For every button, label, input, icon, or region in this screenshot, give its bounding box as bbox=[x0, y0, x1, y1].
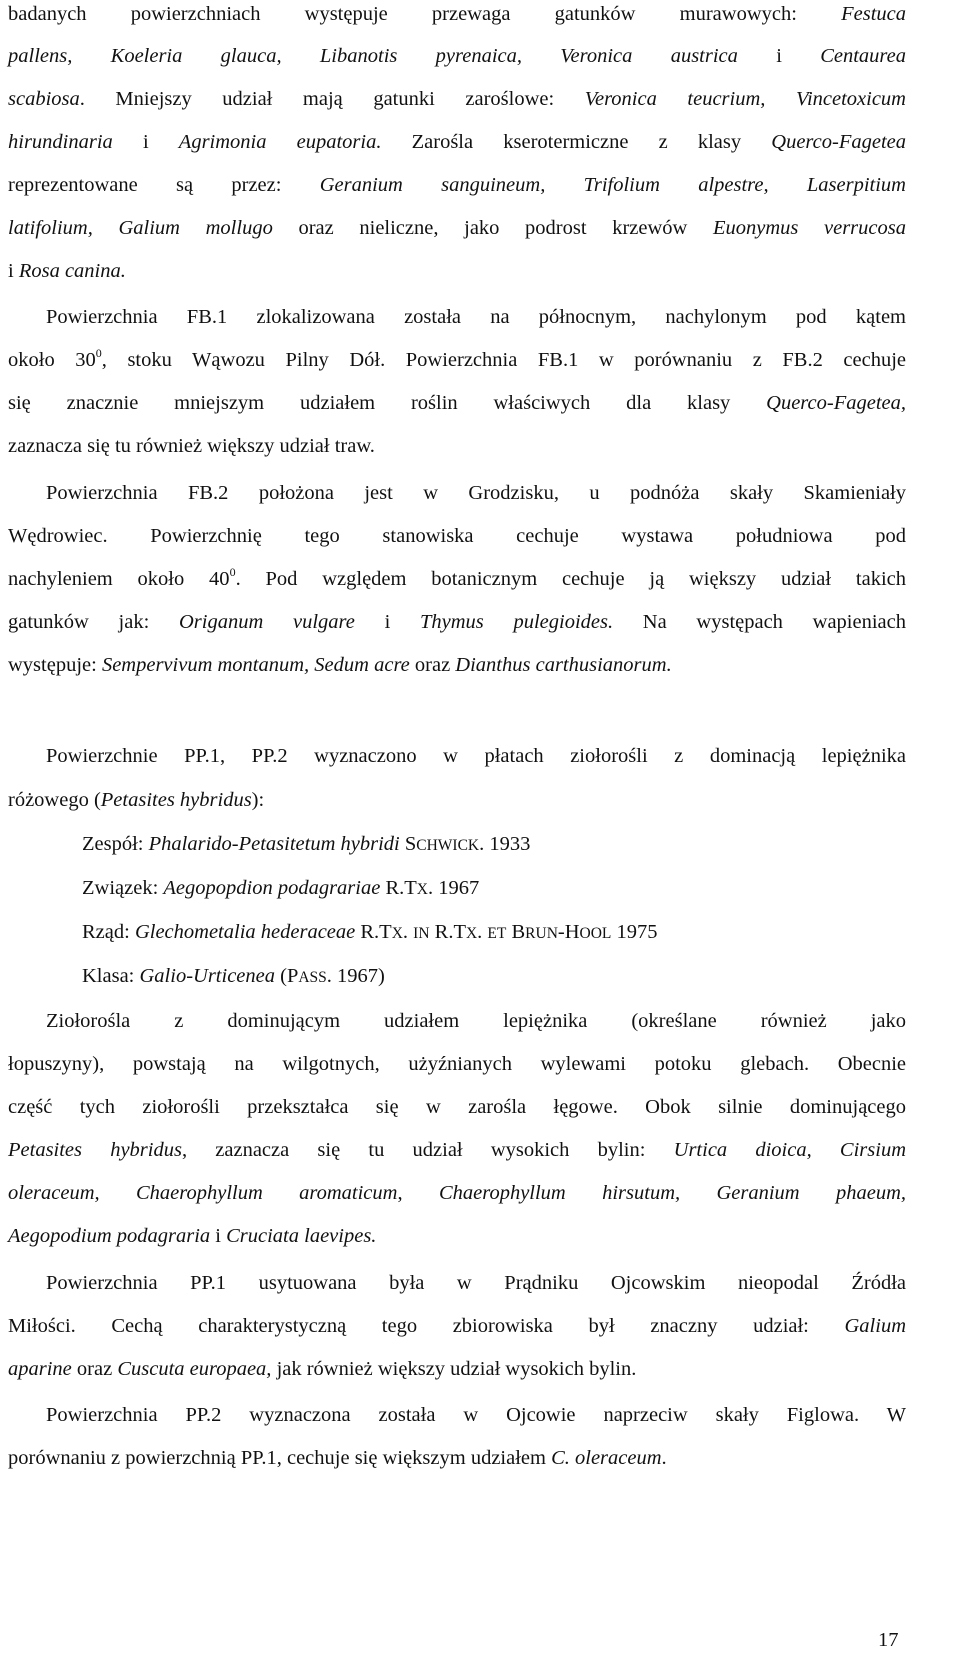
text-line: występuje: Sempervivum montanum, Sedum acre oraz Dianthus carthusianorum. bbox=[8, 654, 672, 676]
text-line: scabiosa. Mniejszy udział mają gatunki zaroślowe: Veronica teucrium, Vincetoxicum bbox=[8, 88, 906, 110]
text-line: aparine oraz Cuscuta europaea, jak również większy udział wysokich bylin. bbox=[8, 1358, 637, 1380]
text-line: Petasites hybridus, zaznacza się tu udział wysokich bylin: Urtica dioica, Cirsium bbox=[8, 1139, 906, 1161]
text-line: się znacznie mniejszym udziałem roślin właściwych dla klasy Querco-Fagetea, bbox=[8, 392, 906, 414]
text-line: Powierzchnia FB.2 położona jest w Grodzisku, u podnóża skały Skamieniały bbox=[46, 482, 906, 504]
text-line: hirundinaria i Agrimonia eupatoria. Zarośla kserotermiczne z klasy Querco-Fagetea bbox=[8, 131, 906, 153]
text-line: Powierzchnia PP.1 usytuowana była w Prądniku Ojcowskim nieopodal Źródła bbox=[46, 1272, 906, 1294]
syntaxon-order: Rząd: Glechometalia hederaceae R.TX. IN R.TX. ET BRUN-HOOL 1975 bbox=[82, 921, 658, 943]
text-line: porównaniu z powierzchnią PP.1, cechuje się większym udziałem C. oleraceum. bbox=[8, 1447, 667, 1469]
syntaxon-class: Klasa: Galio-Urticenea (PASS. 1967) bbox=[82, 965, 385, 987]
syntaxon-alliance: Związek: Aegopopdion podagrariae R.TX. 1967 bbox=[82, 877, 480, 899]
text-line: nachyleniem około $40^0$. Pod względem botanicznym cechuje ją większy udział takich bbox=[8, 565, 906, 590]
text-line: gatunków jak: Origanum vulgare i Thymus pulegioides. Na występach wapieniach bbox=[8, 611, 906, 633]
text-line: zaznacza się tu również większy udział traw. bbox=[8, 435, 375, 457]
page-number: 17 bbox=[878, 1629, 899, 1651]
text-line: około $30^0$, stoku Wąwozu Pilny Dół. Powierzchnia FB.1 w porównaniu z FB.2 cechuje bbox=[8, 346, 906, 371]
text-line: łopuszyny), powstają na wilgotnych, użyźnianych wylewami potoku glebach. Obecnie bbox=[8, 1053, 906, 1075]
text-line: Powierzchnie PP.1, PP.2 wyznaczono w płatach ziołorośli z dominacją lepiężnika bbox=[46, 745, 906, 767]
text-line: badanych powierzchniach występuje przewaga gatunków murawowych: Festuca bbox=[8, 3, 906, 25]
text-line: pallens, Koeleria glauca, Libanotis pyrenaica, Veronica austrica i Centaurea bbox=[8, 45, 906, 67]
text-line: Powierzchnia PP.2 wyznaczona została w Ojcowie naprzeciw skały Figlowa. W bbox=[46, 1404, 906, 1426]
text-line: i Rosa canina. bbox=[8, 260, 126, 282]
text-line: Powierzchnia FB.1 zlokalizowana została na północnym, nachylonym pod kątem bbox=[46, 306, 906, 328]
text-line: Aegopodium podagraria i Cruciata laevipes. bbox=[8, 1225, 377, 1247]
text-line: różowego (Petasites hybridus): bbox=[8, 789, 265, 811]
text-line: Miłości. Cechą charakterystyczną tego zbiorowiska był znaczny udział: Galium bbox=[8, 1315, 906, 1337]
text-line: reprezentowane są przez: Geranium sanguineum, Trifolium alpestre, Laserpitium bbox=[8, 174, 906, 196]
text-line: część tych ziołorośli przekształca się w zarośla łęgowe. Obok silnie dominującego bbox=[8, 1096, 906, 1118]
text-line: latifolium, Galium mollugo oraz nieliczne, jako podrost krzewów Euonymus verrucosa bbox=[8, 217, 906, 239]
text-line: Wędrowiec. Powierzchnię tego stanowiska cechuje wystawa południowa pod bbox=[8, 525, 906, 547]
syntaxon-association: Zespół: Phalarido-Petasitetum hybridi SCHWICK. 1933 bbox=[82, 833, 531, 855]
text-line: oleraceum, Chaerophyllum aromaticum, Chaerophyllum hirsutum, Geranium phaeum, bbox=[8, 1182, 906, 1204]
text-line: Ziołorośla z dominującym udziałem lepiężnika (określane również jako bbox=[46, 1010, 906, 1032]
